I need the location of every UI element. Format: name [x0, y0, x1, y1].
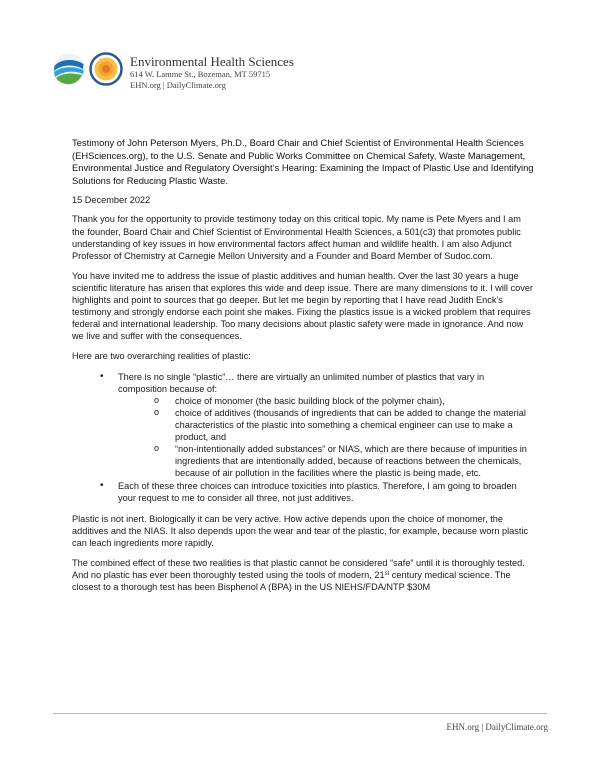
bullet-text: There is no single “plastic”… there are virtually an unlimited number of plastics that vary in composition because of:: [118, 371, 485, 394]
footer-links: EHN.org | DailyClimate.org: [446, 722, 548, 732]
org-address: 614 W. Lamme St., Bozeman, MT 59715: [130, 69, 271, 79]
list-item: • Each of these three choices can introduce toxicities into plastics. Therefore, I am going to broaden your request to me to consider all three, not just additives.: [118, 480, 534, 504]
document-body: [72, 137, 534, 601]
sub-list-item: o choice of monomer (the basic building block of the polymer chain),: [175, 395, 534, 407]
realities-list: [72, 371, 534, 505]
footer-divider: [53, 713, 547, 714]
composition-sublist: [118, 395, 534, 480]
ordinal-suffix: st: [384, 570, 390, 577]
globe-logo-icon: [52, 52, 86, 91]
letterhead: [52, 52, 552, 98]
paragraph-realities-intro: Here are two overarching realities of plastic:: [72, 351, 251, 362]
sun-logo-icon: [89, 52, 123, 91]
org-info: [130, 54, 294, 91]
org-links: EHN.org | DailyClimate.org: [130, 80, 226, 90]
list-item: [118, 371, 534, 480]
sub-list-item: o “non-intentionally added substances” or NIAS, which are there because of impurities in ingredients that are intentionally added, because of reactions between the chemicals, because of air pollution in the facilities where the plastic is being made, etc.: [175, 443, 534, 479]
paragraph-combined-effect: [72, 557, 534, 593]
text-run: The combined effect of these two realities is that plastic cannot be considered “safe” until it is thoroughly tested. And no plastic has ever been thoroughly tested using the tools of modern, 21: [72, 557, 525, 580]
paragraph-intro: Thank you for the opportunity to provide testimony today on this critical topic. My name is Pete Myers and I am the founder, Board Chair and Chief Scientist of Environmental Health Sciences, a 501(c3) that promotes public understanding of key issues in how environmental factors affect human and wildlife health. I am also Adjunct Professor of Chemistry at Carnegie Mellon University and a Founder and Board Member of Sudoc.com.: [72, 214, 521, 261]
text-run: century medical science. The closest to a thorough test has been Bisphenol A (BPA) in the US NIEHS/FDA/NTP $30M: [72, 569, 511, 592]
org-name: Environmental Health Sciences: [130, 54, 294, 69]
paragraph-not-inert: Plastic is not inert. Biologically it can be very active. How active depends upon the choice of monomer, the additives and the NIAS. It also depends upon the wear and tear of the plastic, for example, because worn plastic can leach ingredients more rapidly.: [72, 513, 529, 548]
paragraph-context: You have invited me to address the issue of plastic additives and human health. Over the last 30 years a huge scientific literature has arisen that explores this wide and deep issue. There are many dimensions to it. I will cover highlights and point to sources that go deeper. But let me begin by reporting that I have read Judith Enck’s testimony and strongly endorse each point she makes. Fixing the plastics issue is a wicked problem that requires federal and international leadership. Too many decisions about plastic safety were made in ignorance. And now we live and suffer with the consequences.: [72, 270, 533, 342]
document-title: Testimony of John Peterson Myers, Ph.D., Board Chair and Chief Scientist of Environmental Health Sciences (EHSciences.org), to the U.S. Senate and Public Works Committee on Chemical Safety, Waste Management, Environmental Justice and Regulatory Oversight’s Hearing: Examining the Impact of Plastic Use and Identifying Solutions for Reducing Plastic Waste.: [72, 137, 534, 186]
sub-list-item: o choice of additives (thousands of ingredients that can be added to change the material characteristics of the plastic into something a chemical engineer can use to make a product, and: [175, 407, 534, 443]
document-date: 15 December 2022: [72, 195, 151, 206]
